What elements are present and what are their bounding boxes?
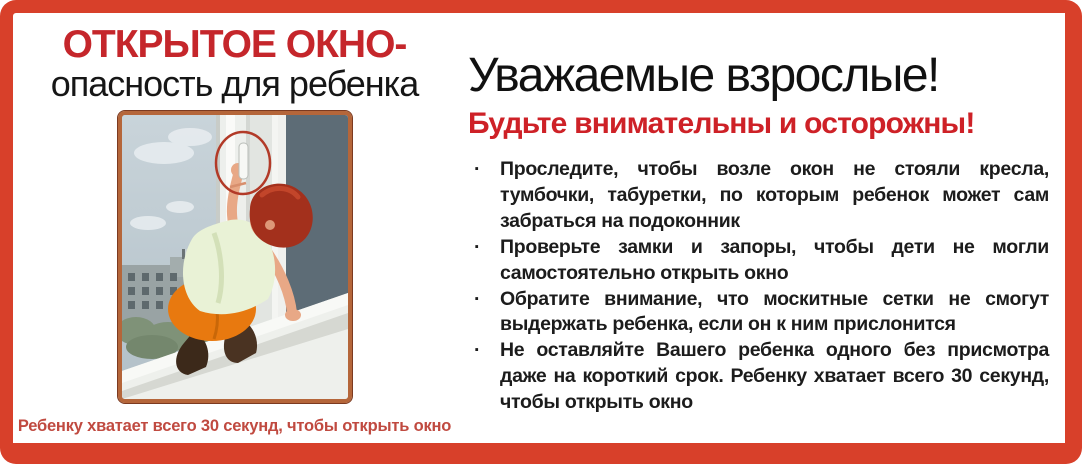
caption: Ребенку хватает всего 30 секунд, чтобы открыть окно (17, 417, 452, 435)
bullet-dot-icon: · (474, 235, 481, 258)
poster-subtitle: опасность для ребенка (50, 63, 419, 104)
list-item (468, 287, 1049, 339)
subheading: Будьте внимательны и осторожны! (468, 107, 975, 141)
safety-tips-list (468, 157, 1049, 416)
list-item-text: Обратите внимание, что москитные сетки не смогут выдержать ребенка, если он к ним прислонится (500, 287, 1049, 336)
bullet-dot-icon: · (474, 287, 481, 310)
poster-title: ОТКРЫТОЕ ОКНО- (62, 23, 407, 66)
window-handle (239, 143, 248, 179)
list-item (468, 157, 1049, 235)
list-item (468, 338, 1049, 416)
bullet-dot-icon: · (474, 339, 481, 362)
left-column (13, 13, 456, 443)
right-column (456, 13, 1065, 443)
list-item-text: Не оставляйте Вашего ребенка одного без присмотра даже на короткий срок. Ребенку хватает всего 30 секунд, чтобы открыть окно (500, 339, 1049, 414)
heading: Уважаемые взрослые! (468, 49, 939, 102)
bullet-dot-icon: · (474, 157, 481, 180)
list-item (468, 235, 1049, 287)
illustration-frame (118, 111, 352, 403)
list-item-text: Проследите, чтобы возле окон не стояли кресла, тумбочки, табуретки, по которым ребенок может сам забраться на подоконник (500, 157, 1049, 232)
child-window-illustration (122, 115, 348, 399)
list-item-text: Проверьте замки и запоры, чтобы дети не могли самостоятельно открыть окно (500, 235, 1049, 284)
